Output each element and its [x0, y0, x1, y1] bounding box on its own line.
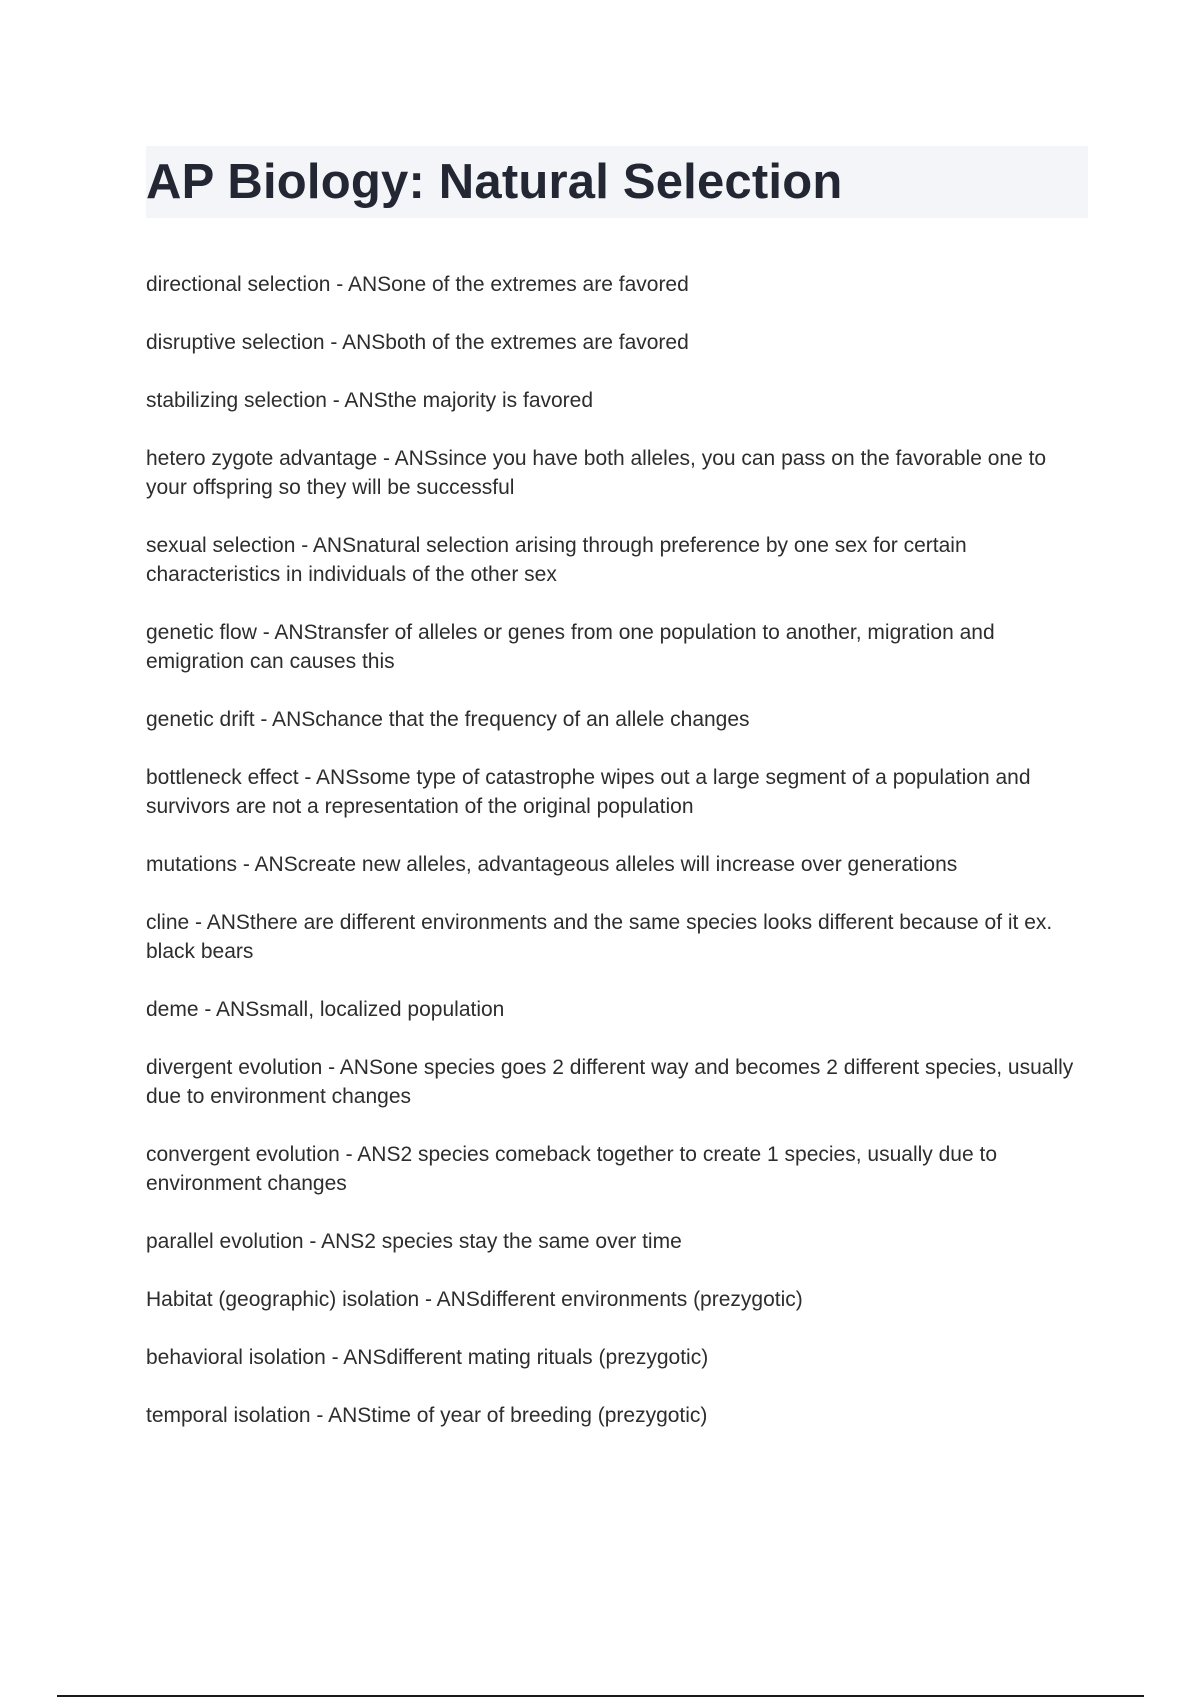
- page-title: AP Biology: Natural Selection: [146, 155, 843, 209]
- term-entry: hetero zygote advantage - ANSsince you have both alleles, you can pass on the favorable one to your offspring so they will be successful: [146, 447, 1047, 499]
- term-entry: temporal isolation - ANStime of year of breeding (prezygotic): [146, 1404, 708, 1427]
- page-bottom-divider: [57, 1695, 1144, 1697]
- term-entry: deme - ANSsmall, localized population: [146, 998, 505, 1021]
- term-entry: bottleneck effect - ANSsome type of catastrophe wipes out a large segment of a population and survivors are not a representation of the original population: [146, 766, 1031, 818]
- term-entry: genetic drift - ANSchance that the frequency of an allele changes: [146, 708, 750, 731]
- term-entry: mutations - ANScreate new alleles, advantageous alleles will increase over generations: [146, 853, 958, 876]
- term-list: [146, 270, 1091, 1459]
- term-entry: cline - ANSthere are different environments and the same species looks different because of it ex. black bears: [146, 911, 1053, 963]
- term-entry: genetic flow - ANStransfer of alleles or genes from one population to another, migration and emigration can causes this: [146, 621, 995, 673]
- term-entry: divergent evolution - ANSone species goes 2 different way and becomes 2 different species, usually due to environment changes: [146, 1056, 1074, 1108]
- term-entry: stabilizing selection - ANSthe majority is favored: [146, 389, 594, 412]
- term-entry: disruptive selection - ANSboth of the extremes are favored: [146, 331, 689, 354]
- term-entry: convergent evolution - ANS2 species comeback together to create 1 species, usually due to environment changes: [146, 1143, 997, 1195]
- term-entry: Habitat (geographic) isolation - ANSdifferent environments (prezygotic): [146, 1288, 803, 1311]
- term-entry: parallel evolution - ANS2 species stay the same over time: [146, 1230, 682, 1253]
- term-entry: behavioral isolation - ANSdifferent mating rituals (prezygotic): [146, 1346, 709, 1369]
- term-entry: directional selection - ANSone of the extremes are favored: [146, 273, 689, 296]
- term-entry: sexual selection - ANSnatural selection arising through preference by one sex for certain characteristics in individuals of the other sex: [146, 534, 967, 586]
